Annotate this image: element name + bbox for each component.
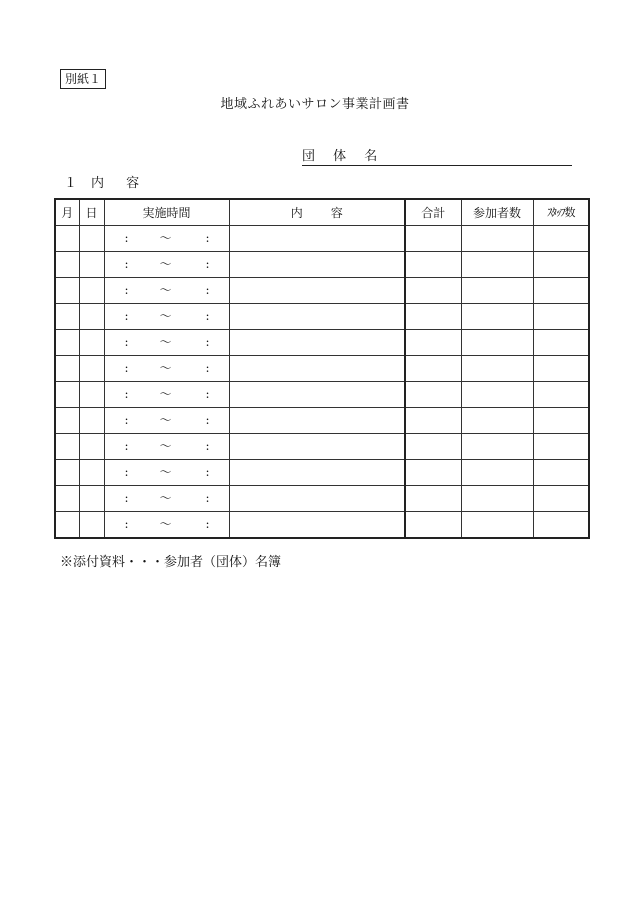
time-range-tilde: 〜 (159, 361, 172, 375)
time-cell[interactable] (104, 330, 229, 356)
day-cell[interactable] (79, 226, 104, 252)
month-cell[interactable] (55, 226, 79, 252)
participants-cell[interactable] (461, 460, 533, 486)
staff-cell[interactable] (533, 278, 589, 304)
content-cell[interactable] (229, 226, 405, 252)
content-cell[interactable] (229, 486, 405, 512)
total-cell[interactable] (405, 278, 461, 304)
organization-name-field[interactable] (302, 149, 572, 166)
day-cell[interactable] (79, 278, 104, 304)
time-cell[interactable] (104, 434, 229, 460)
table-row (55, 252, 589, 278)
time-cell[interactable] (104, 512, 229, 539)
day-cell[interactable] (79, 252, 104, 278)
total-cell[interactable] (405, 330, 461, 356)
table-row (55, 304, 589, 330)
participants-cell[interactable] (461, 512, 533, 539)
month-cell[interactable] (55, 382, 79, 408)
time-start-colon: : (124, 491, 129, 505)
time-end-colon: : (205, 439, 210, 453)
staff-cell[interactable] (533, 434, 589, 460)
day-cell[interactable] (79, 408, 104, 434)
participants-cell[interactable] (461, 408, 533, 434)
time-range-tilde: 〜 (159, 283, 172, 297)
time-range-tilde: 〜 (159, 465, 172, 479)
time-range-tilde: 〜 (159, 231, 172, 245)
time-start-colon: : (124, 465, 129, 479)
day-cell[interactable] (79, 512, 104, 539)
header-day: 日 (79, 199, 104, 226)
content-cell[interactable] (229, 434, 405, 460)
participants-cell[interactable] (461, 382, 533, 408)
time-end-colon: : (205, 361, 210, 375)
time-start-colon: : (124, 283, 129, 297)
total-cell[interactable] (405, 460, 461, 486)
organization-name-label: 団 体 名 (302, 149, 385, 164)
total-cell[interactable] (405, 382, 461, 408)
month-cell[interactable] (55, 486, 79, 512)
header-staff: ｽﾀｯﾌ数 (533, 199, 589, 226)
total-cell[interactable] (405, 512, 461, 539)
table-row (55, 330, 589, 356)
time-cell[interactable] (104, 252, 229, 278)
table-row (55, 434, 589, 460)
time-range-tilde: 〜 (159, 413, 172, 427)
header-participants: 参加者数 (461, 199, 533, 226)
time-end-colon: : (205, 309, 210, 323)
staff-cell[interactable] (533, 486, 589, 512)
table-row (55, 512, 589, 539)
header-total: 合計 (405, 199, 461, 226)
content-cell[interactable] (229, 278, 405, 304)
time-end-colon: : (205, 465, 210, 479)
section-heading (64, 176, 148, 192)
time-cell[interactable] (104, 486, 229, 512)
participants-cell[interactable] (461, 330, 533, 356)
time-range-tilde: 〜 (159, 387, 172, 401)
table-row (55, 408, 589, 434)
time-cell[interactable] (104, 278, 229, 304)
staff-cell[interactable] (533, 330, 589, 356)
month-cell[interactable] (55, 460, 79, 486)
time-start-colon: : (124, 309, 129, 323)
time-cell[interactable] (104, 304, 229, 330)
header-content: 内容 (229, 199, 405, 226)
month-cell[interactable] (55, 304, 79, 330)
time-range-tilde: 〜 (159, 491, 172, 505)
time-start-colon: : (124, 361, 129, 375)
month-cell[interactable] (55, 252, 79, 278)
content-cell[interactable] (229, 408, 405, 434)
time-start-colon: : (124, 413, 129, 427)
month-cell[interactable] (55, 278, 79, 304)
content-cell[interactable] (229, 330, 405, 356)
time-end-colon: : (205, 335, 210, 349)
staff-cell[interactable] (533, 226, 589, 252)
content-cell[interactable] (229, 512, 405, 539)
table-row (55, 382, 589, 408)
time-end-colon: : (205, 491, 210, 505)
section-number: １ (64, 176, 78, 191)
content-cell[interactable] (229, 304, 405, 330)
day-cell[interactable] (79, 460, 104, 486)
month-cell[interactable] (55, 408, 79, 434)
staff-cell[interactable] (533, 304, 589, 330)
content-cell[interactable] (229, 356, 405, 382)
content-cell[interactable] (229, 460, 405, 486)
staff-cell[interactable] (533, 382, 589, 408)
time-start-colon: : (124, 335, 129, 349)
attachment-label: 別紙１ (60, 69, 106, 89)
staff-cell[interactable] (533, 408, 589, 434)
total-cell[interactable] (405, 356, 461, 382)
attachment-footnote: ※添付資料・・・参加者（団体）名簿 (60, 555, 282, 570)
participants-cell[interactable] (461, 356, 533, 382)
table-row (55, 356, 589, 382)
time-start-colon: : (124, 257, 129, 271)
table-header-row (55, 199, 589, 226)
day-cell[interactable] (79, 330, 104, 356)
header-time: 実施時間 (104, 199, 229, 226)
staff-cell[interactable] (533, 460, 589, 486)
time-end-colon: : (205, 231, 210, 245)
day-cell[interactable] (79, 382, 104, 408)
time-range-tilde: 〜 (159, 439, 172, 453)
staff-cell[interactable] (533, 512, 589, 539)
section-heading-text: 内 容 (91, 176, 149, 191)
table-row (55, 226, 589, 252)
participants-cell[interactable] (461, 226, 533, 252)
time-cell[interactable] (104, 382, 229, 408)
time-start-colon: : (124, 439, 129, 453)
staff-cell[interactable] (533, 252, 589, 278)
content-cell[interactable] (229, 382, 405, 408)
time-end-colon: : (205, 257, 210, 271)
total-cell[interactable] (405, 226, 461, 252)
time-range-tilde: 〜 (159, 309, 172, 323)
participants-cell[interactable] (461, 278, 533, 304)
header-month: 月 (55, 199, 79, 226)
time-range-tilde: 〜 (159, 257, 172, 271)
table-row (55, 460, 589, 486)
time-start-colon: : (124, 387, 129, 401)
month-cell[interactable] (55, 512, 79, 539)
day-cell[interactable] (79, 356, 104, 382)
day-cell[interactable] (79, 486, 104, 512)
time-range-tilde: 〜 (159, 335, 172, 349)
total-cell[interactable] (405, 252, 461, 278)
total-cell[interactable] (405, 408, 461, 434)
total-cell[interactable] (405, 486, 461, 512)
time-start-colon: : (124, 517, 129, 531)
month-cell[interactable] (55, 356, 79, 382)
day-cell[interactable] (79, 304, 104, 330)
participants-cell[interactable] (461, 252, 533, 278)
content-cell[interactable] (229, 252, 405, 278)
time-end-colon: : (205, 283, 210, 297)
time-range-tilde: 〜 (159, 517, 172, 531)
total-cell[interactable] (405, 304, 461, 330)
month-cell[interactable] (55, 434, 79, 460)
time-end-colon: : (205, 413, 210, 427)
time-end-colon: : (205, 517, 210, 531)
month-cell[interactable] (55, 330, 79, 356)
participants-cell[interactable] (461, 486, 533, 512)
participants-cell[interactable] (461, 434, 533, 460)
day-cell[interactable] (79, 434, 104, 460)
total-cell[interactable] (405, 434, 461, 460)
plan-table (54, 198, 590, 539)
time-cell[interactable] (104, 356, 229, 382)
participants-cell[interactable] (461, 304, 533, 330)
time-start-colon: : (124, 231, 129, 245)
time-cell[interactable] (104, 226, 229, 252)
staff-cell[interactable] (533, 356, 589, 382)
time-cell[interactable] (104, 408, 229, 434)
table-body (55, 226, 589, 539)
time-cell[interactable] (104, 460, 229, 486)
document-title: 地域ふれあいサロン事業計画書 (220, 97, 410, 112)
time-end-colon: : (205, 387, 210, 401)
table-row (55, 278, 589, 304)
table-row (55, 486, 589, 512)
